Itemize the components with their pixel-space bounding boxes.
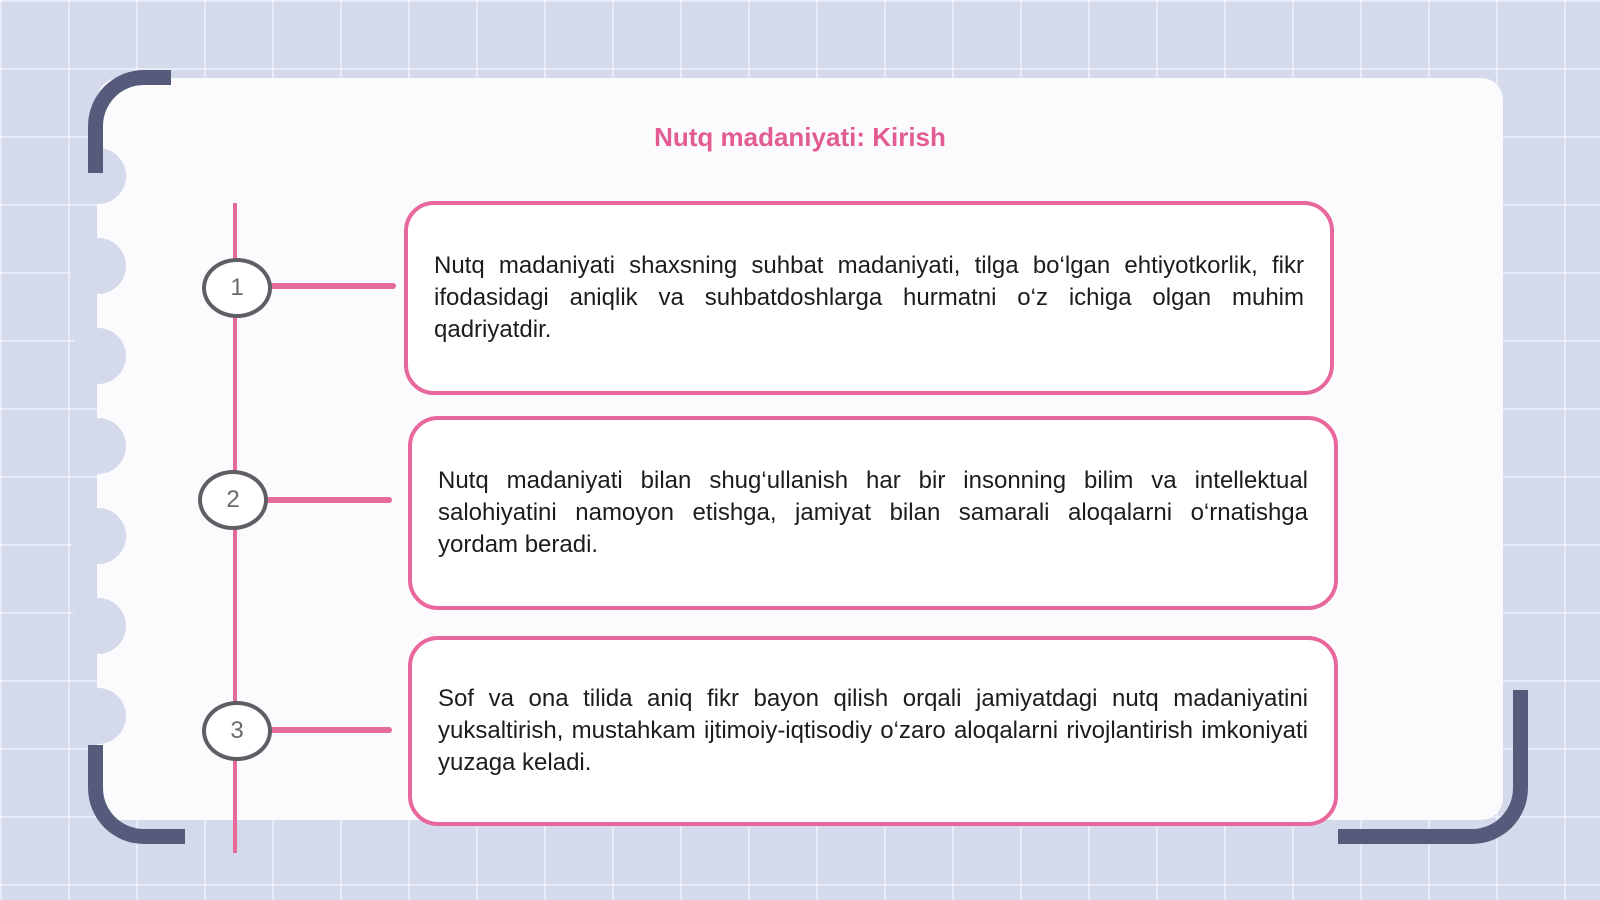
notebook-notch: [70, 238, 126, 294]
timeline-number: 1: [230, 274, 244, 301]
timeline-card-text: Nutq madaniyati bilan shug‘ullanish har bir insonning bilim va intellektual salohiyatini namoyon etishga, jamiyat bilan samarali aloqalarni o‘rnatishga yordam beradi.: [438, 467, 1308, 558]
timeline-marker-3: [202, 701, 272, 761]
timeline-connector-2: [264, 497, 392, 503]
corner-bracket-bottom-left: [88, 745, 185, 844]
timeline-card-1: [404, 201, 1334, 395]
timeline-number: 3: [230, 717, 244, 744]
notebook-notch: [70, 328, 126, 384]
timeline-number: 2: [226, 486, 240, 513]
timeline-connector-3: [268, 727, 392, 733]
timeline-card-2: [408, 416, 1338, 610]
timeline-connector-1: [268, 283, 396, 289]
timeline-card-text: Nutq madaniyati shaxsning suhbat madaniyati, tilga bo‘lgan ehtiyotkorlik, fikr ifodasidagi aniqlik va suhbatdoshlarga hurmatni o‘z ichiga olgan muhim qadriyatdir.: [434, 252, 1304, 343]
timeline-marker-2: [198, 470, 268, 530]
notebook-notch: [70, 598, 126, 654]
notebook-notch: [70, 688, 126, 744]
timeline-card-text: Sof va ona tilida aniq fikr bayon qilish orqali jamiyatdagi nutq madaniyatini yuksaltirish, mustahkam ijtimoiy-iqtisodiy o‘zaro aloqalarni rivojlantirish imkoniyati yuzaga keladi.: [438, 685, 1308, 776]
corner-bracket-bottom-right: [1338, 690, 1528, 844]
timeline-card-3: [408, 636, 1338, 826]
notebook-notch: [70, 508, 126, 564]
slide-title: Nutq madaniyati: Kirish: [654, 122, 946, 152]
timeline-marker-1: [202, 258, 272, 318]
notebook-notch: [70, 418, 126, 474]
